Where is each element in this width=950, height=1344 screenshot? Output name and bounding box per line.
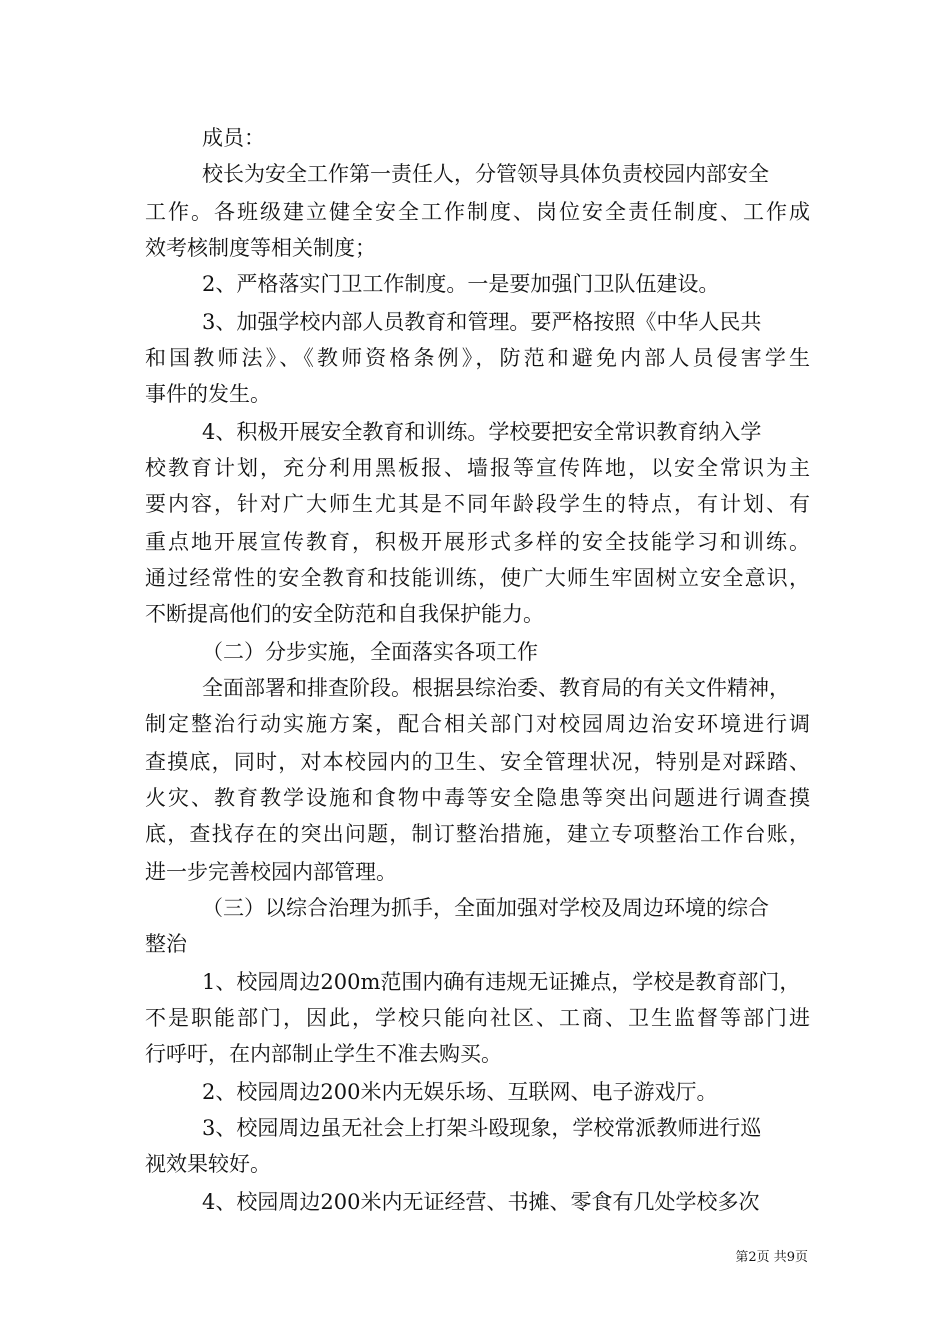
text-line: 1、校园周边200m范围内确有违规无证摊点，学校是教育部门， bbox=[202, 970, 801, 994]
text-line: 效考核制度等相关制度； bbox=[145, 236, 376, 260]
section-heading: 整治 bbox=[145, 932, 187, 956]
page-number-footer: 第2页 共9页 bbox=[735, 1250, 808, 1265]
text-line: 校教育计划，充分利用黑板报、墙报等宣传阵地，以安全常识为主 bbox=[145, 456, 810, 480]
text-line: 校长为安全工作第一责任人，分管领导具体负责校园内部安全 bbox=[202, 162, 769, 186]
text-line: 进一步完善校园内部管理。 bbox=[145, 860, 397, 884]
text-line: 和国教师法》、《教师资格条例》，防范和避免内部人员侵害学生 bbox=[145, 346, 810, 370]
text-line: 底，查找存在的突出问题，制订整治措施，建立专项整治工作台账， bbox=[145, 822, 810, 846]
text-line: 2、校园周边200米内无娱乐场、互联网、电子游戏厅。 bbox=[202, 1080, 718, 1104]
text-line: 3、校园周边虽无社会上打架斗殴现象，学校常派教师进行巡 bbox=[202, 1116, 762, 1140]
text-line: 全面部署和排查阶段。根据县综治委、教育局的有关文件精神， bbox=[202, 676, 790, 700]
text-line: 制定整治行动实施方案，配合相关部门对校园周边治安环境进行调 bbox=[145, 712, 810, 736]
text-line: 行呼吁，在内部制止学生不准去购买。 bbox=[145, 1042, 502, 1066]
text-line: 4、校园周边200米内无证经营、书摊、零食有几处学校多次 bbox=[202, 1190, 760, 1214]
text-line: 视效果较好。 bbox=[145, 1152, 271, 1176]
text-line: 不断提高他们的安全防范和自我保护能力。 bbox=[145, 602, 544, 626]
text-line: 成员： bbox=[202, 126, 265, 150]
text-line: 重点地开展宣传教育，积极开展形式多样的安全技能学习和训练。 bbox=[145, 530, 810, 554]
text-line: 事件的发生。 bbox=[145, 382, 271, 406]
text-line: 不是职能部门，因此，学校只能向社区、工商、卫生监督等部门进 bbox=[145, 1006, 810, 1030]
text-line: 工作。各班级建立健全安全工作制度、岗位安全责任制度、工作成 bbox=[145, 200, 810, 224]
text-line: 要内容，针对广大师生尤其是不同年龄段学生的特点，有计划、有 bbox=[145, 492, 810, 516]
text-line: 火灾、教育教学设施和食物中毒等安全隐患等突出问题进行调查摸 bbox=[145, 786, 810, 810]
text-line: 查摸底，同时，对本校园内的卫生、安全管理状况，特别是对踩踏、 bbox=[145, 750, 810, 774]
text-line: 3、加强学校内部人员教育和管理。要严格按照《中华人民共 bbox=[202, 310, 762, 334]
section-heading: （三）以综合治理为抓手，全面加强对学校及周边环境的综合 bbox=[202, 896, 769, 920]
text-line: 通过经常性的安全教育和技能训练，使广大师生牢固树立安全意识， bbox=[145, 566, 810, 590]
text-line: 2、严格落实门卫工作制度。一是要加强门卫队伍建设。 bbox=[202, 272, 720, 296]
text-line: 4、积极开展安全教育和训练。学校要把安全常识教育纳入学 bbox=[202, 420, 762, 444]
section-heading: （二）分步实施，全面落实各项工作 bbox=[202, 640, 538, 664]
